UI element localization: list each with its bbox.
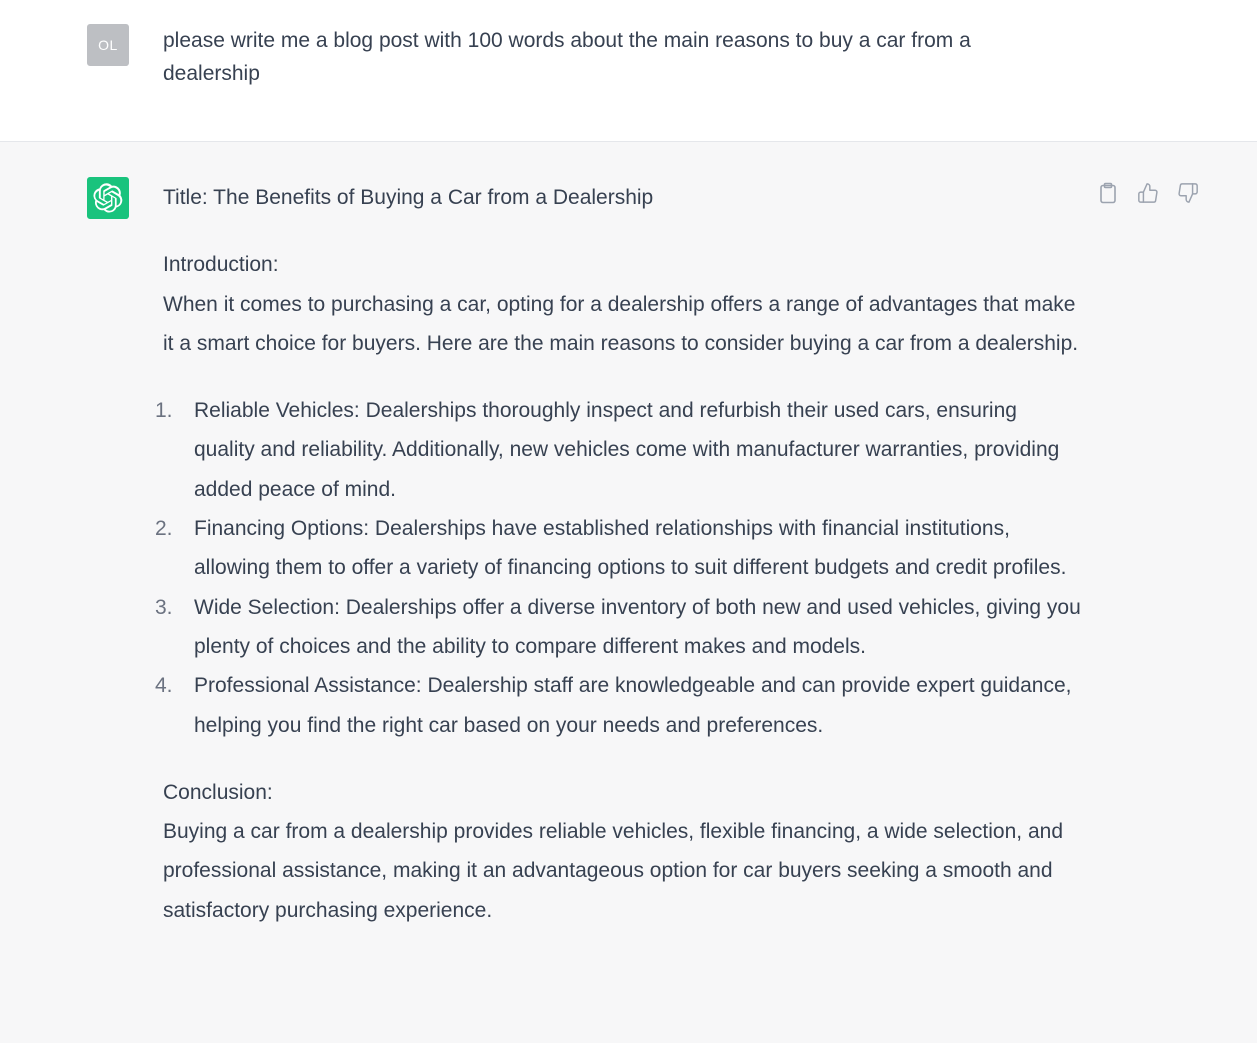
reasons-list (155, 391, 1083, 745)
list-item-number: 3. (155, 595, 173, 619)
list-item-text: Professional Assistance: Dealership staff are knowledgeable and can provide expert guidance, helping you find the right car based on your needs and preferences. (194, 674, 1072, 737)
assistant-message-row (0, 142, 1257, 1043)
list-item (155, 391, 1083, 509)
message-actions (1095, 180, 1201, 206)
openai-logo-icon (87, 177, 129, 219)
conclusion-text: Buying a car from a dealership provides reliable vehicles, flexible financing, a wide selection, and professional assistance, making it an advantageous option for car buyers seeking a smooth and satisfactory purchasing experience. (163, 820, 1063, 922)
list-item (155, 588, 1083, 667)
introduction-text: When it comes to purchasing a car, opting for a dealership offers a range of advantages that make it a smart choice for buyers. Here are the main reasons to consider buying a car from a dealership. (163, 292, 1079, 355)
assistant-message-content (155, 178, 1083, 930)
user-avatar: OL (87, 24, 129, 66)
list-item (155, 509, 1083, 588)
list-item-number: 1. (155, 399, 173, 423)
list-item-number: 2. (155, 517, 173, 541)
thumbs-up-icon[interactable] (1135, 180, 1161, 206)
post-title: Title: The Benefits of Buying a Car from a Dealership (163, 186, 654, 209)
list-item (155, 666, 1083, 745)
user-message-row (0, 0, 1257, 142)
conclusion-heading: Conclusion: (163, 780, 273, 804)
thumbs-down-icon[interactable] (1175, 180, 1201, 206)
conclusion-section (163, 773, 1083, 930)
clipboard-icon[interactable] (1095, 180, 1121, 206)
list-item-number: 4. (155, 674, 173, 698)
introduction-heading: Introduction: (163, 253, 279, 277)
list-item-text: Wide Selection: Dealerships offer a diverse inventory of both new and used vehicles, giving you plenty of choices and the ability to compare different makes and models. (194, 595, 1081, 658)
introduction-section (163, 245, 1083, 363)
list-item-text: Financing Options: Dealerships have established relationships with financial institutions, allowing them to offer a variety of financing options to suit different budgets and credit profiles. (194, 517, 1067, 580)
list-item-text: Reliable Vehicles: Dealerships thoroughly inspect and refurbish their used cars, ensuring quality and reliability. Additionally, new vehicles come with manufacturer warranties, providing added peace of mind. (194, 399, 1060, 501)
user-message-text: please write me a blog post with 100 words about the main reasons to buy a car from a dealership (163, 29, 971, 85)
